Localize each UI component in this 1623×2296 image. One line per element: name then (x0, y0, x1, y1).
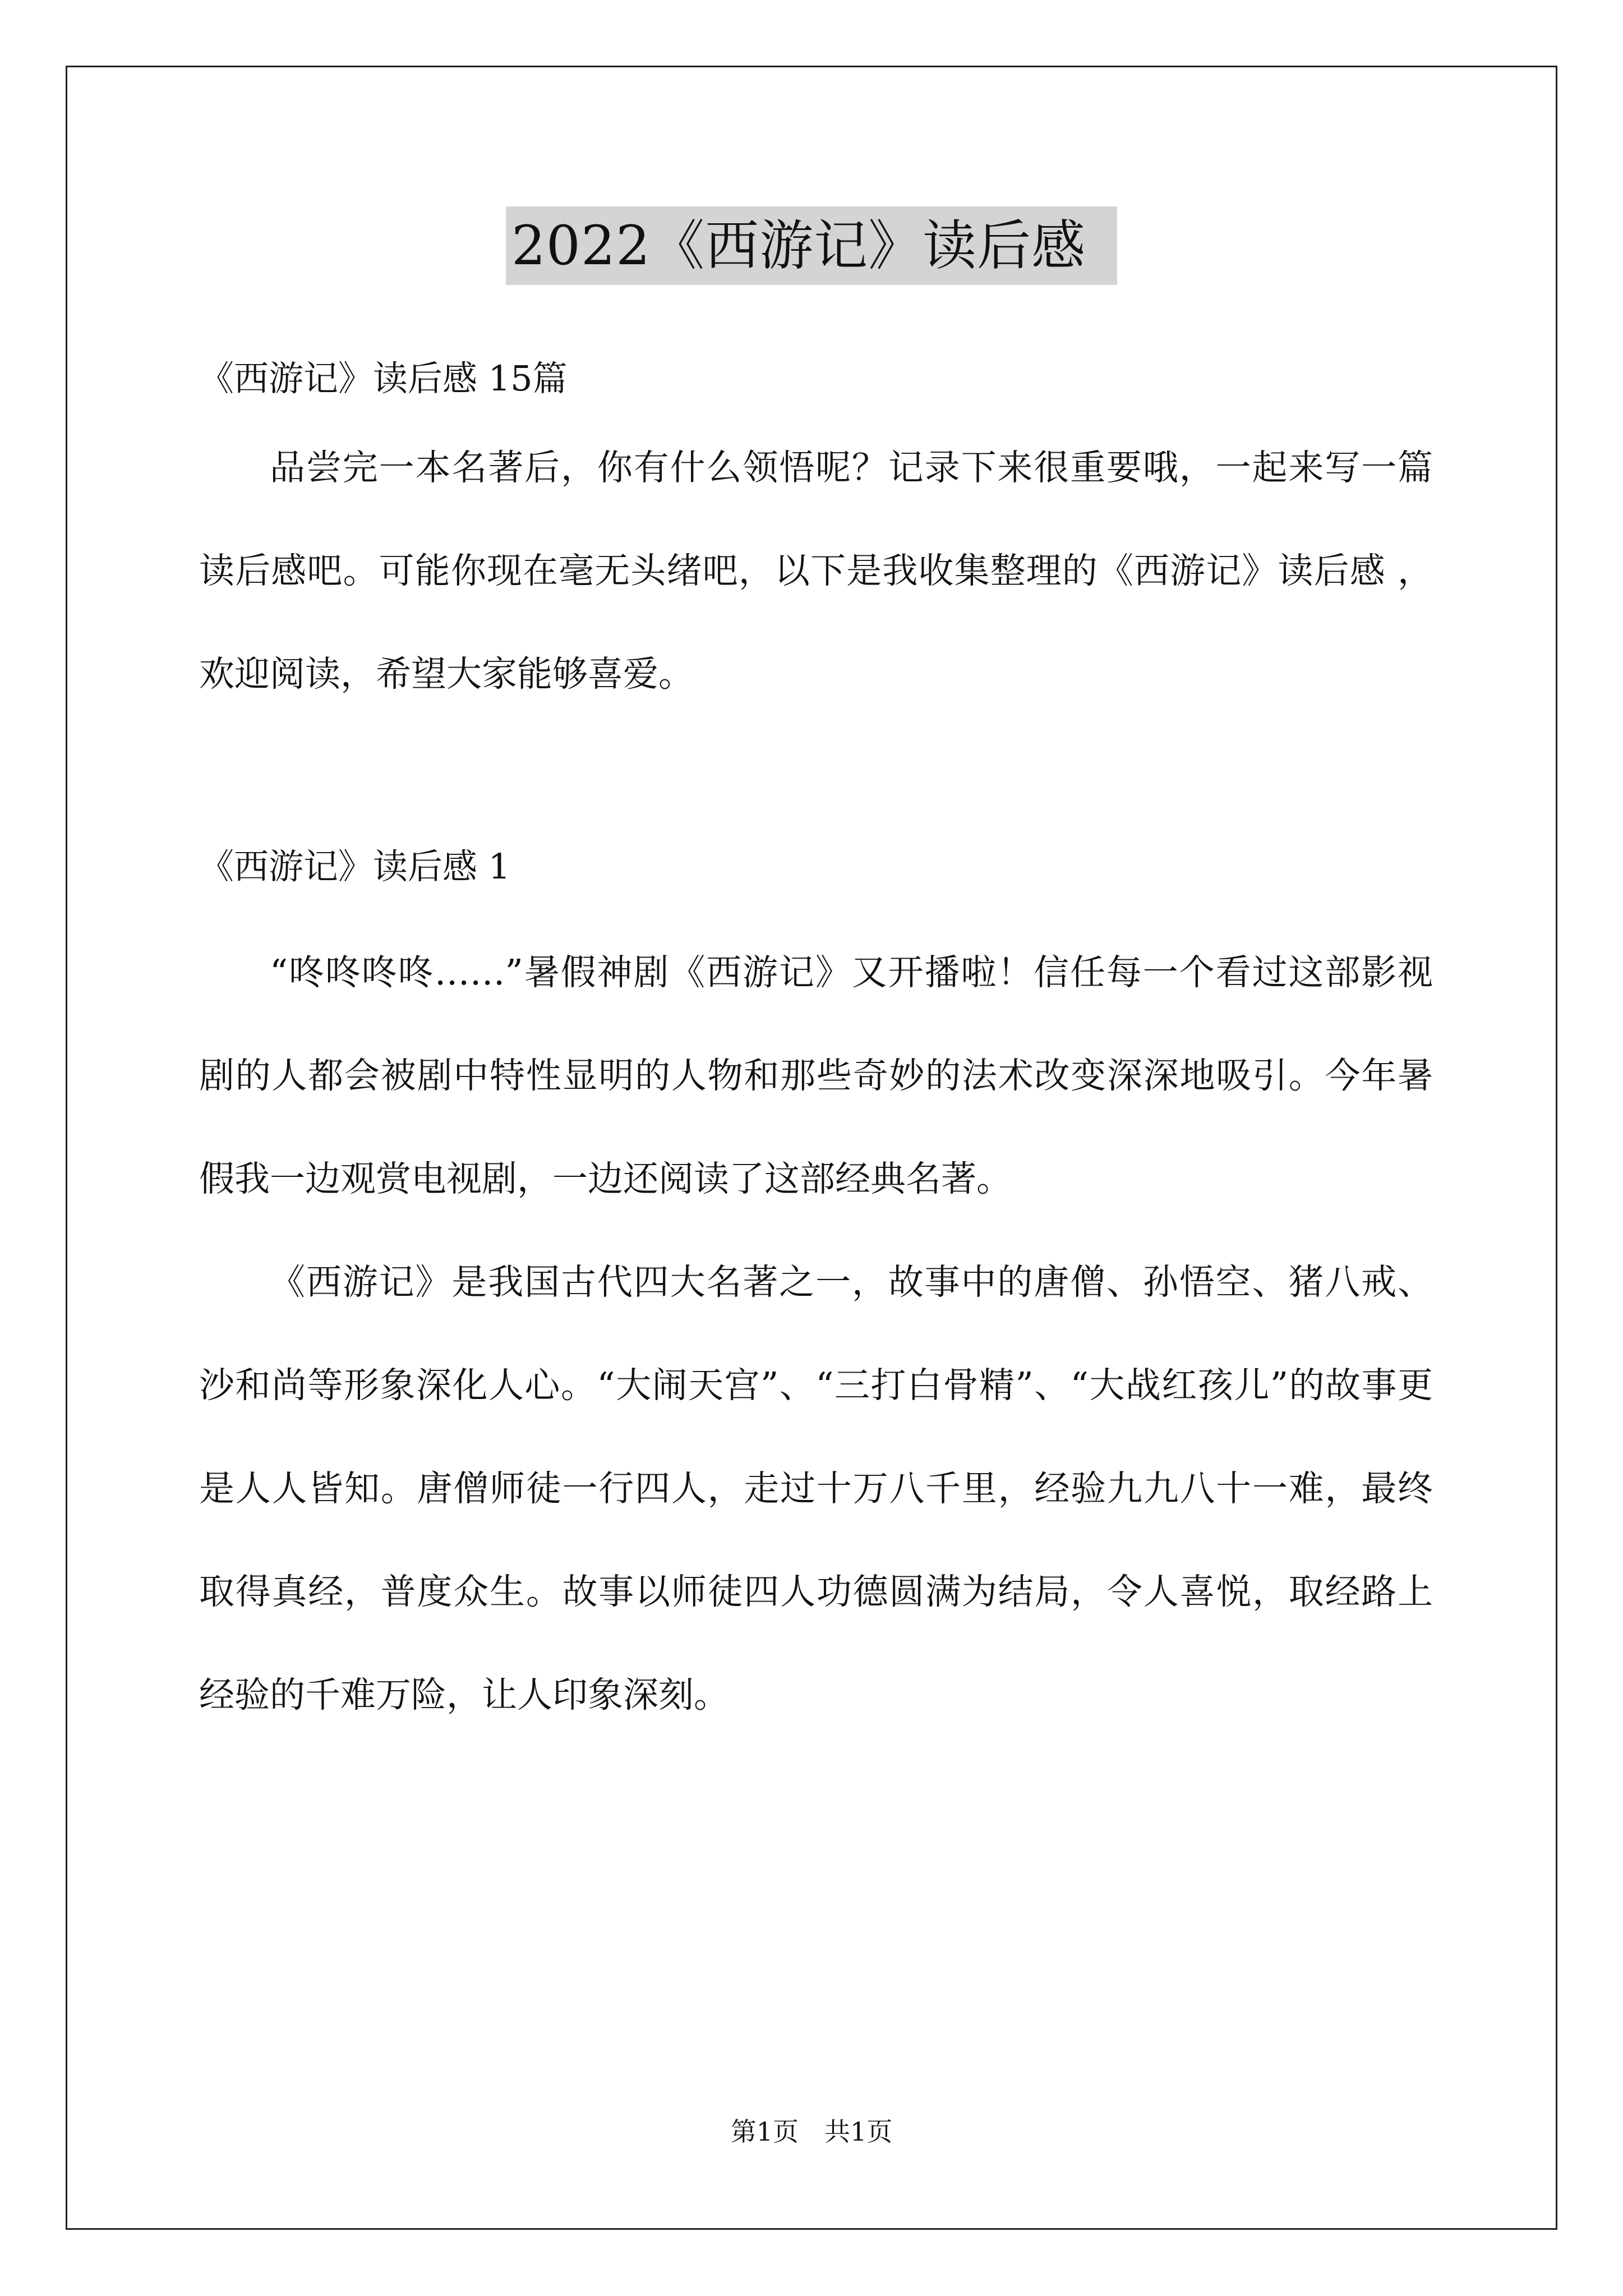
body-paragraph: 《西游记》是我国古代四大名著之一，故事中的唐僧、孙悟空、猪八戒、沙和尚等形象深化人心。“大闹天宫”、“三打白骨精”、“大战红孩儿”的故事更是人人皆知。唐僧师徒一行四人，走过十万八千里，经验九九八十一难，最终取得真经，普度众生。故事以师徒四人功德圆满为结局，令人喜悦，取经路上经验的千难万险，让人印象深刻。 (199, 1262, 1433, 1715)
body-paragraph: “咚咚咚咚……”暑假神剧《西游记》又开播啦！信任每一个看过这部影视剧的人都会被剧中特性显明的人物和那些奇妙的法术改变深深地吸引。今年暑假我一边观赏电视剧，一边还阅读了这部经典名著。 (199, 952, 1433, 1199)
title-container (0, 206, 1623, 285)
spacer (199, 902, 1433, 921)
document-body (199, 343, 1433, 1747)
page-footer: 第1页 共1页 (730, 2116, 893, 2147)
section-heading: 《西游记》读后感 1 (199, 846, 511, 887)
spacer (199, 726, 1433, 831)
intro-paragraph: 品尝完一本名著后，你有什么领悟呢？记录下来很重要哦，一起来写一篇读后感吧。可能你现在毫无头绪吧，以下是我收集整理的《西游记》读后感 ，欢迎阅读，希望大家能够喜爱。 (199, 447, 1433, 694)
document-title: 2022《西游记》读后感 (506, 206, 1117, 285)
document-subtitle: 《西游记》读后感 15篇 (199, 358, 568, 399)
